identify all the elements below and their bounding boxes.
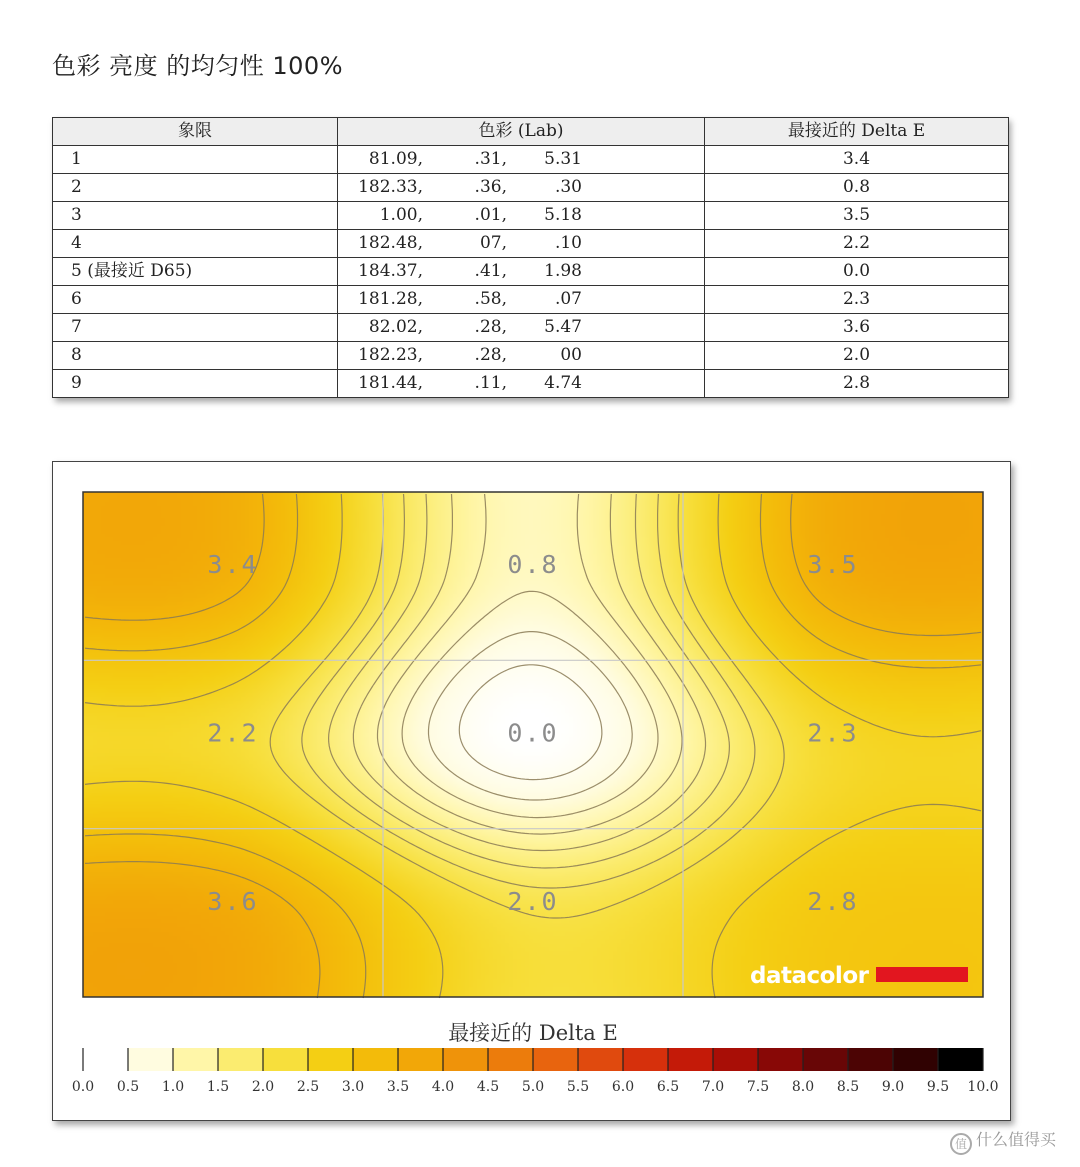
header-delta-e: 最接近的 Delta E	[705, 118, 1009, 146]
colorbar-segment	[848, 1048, 894, 1071]
colorbar-segment	[533, 1048, 579, 1071]
lab-value: 182.33,	[358, 177, 423, 197]
delta-e-cell: 3.6	[705, 314, 1009, 342]
cell-value-label: 0.8	[507, 550, 559, 580]
watermark	[950, 1127, 1056, 1155]
lab-cell	[338, 174, 705, 202]
delta-e-cell: 0.0	[705, 258, 1009, 286]
lab-cell	[338, 342, 705, 370]
colorbar-segment	[803, 1048, 849, 1071]
colorbar-segment	[353, 1048, 399, 1071]
header-quadrant: 象限	[53, 118, 338, 146]
cell-value-label: 0.0	[507, 718, 559, 748]
cell-value-label: 2.8	[807, 886, 859, 916]
lab-value: .07	[554, 289, 582, 309]
table-row	[53, 202, 1009, 230]
colorbar-segment	[218, 1048, 264, 1071]
colorbar-tick-label: 2.0	[251, 1079, 275, 1095]
lab-value: 5.47	[544, 317, 582, 337]
colorbar-tick-label: 3.5	[386, 1079, 410, 1095]
quadrant-cell: 3	[53, 202, 338, 230]
colorbar-tick-label: 5.0	[521, 1079, 545, 1095]
quadrant-cell: 2	[53, 174, 338, 202]
colorbar-segment	[308, 1048, 354, 1071]
table-row	[53, 342, 1009, 370]
lab-value: .11,	[474, 373, 507, 393]
lab-value: 5.31	[544, 149, 582, 169]
colorbar-segment	[398, 1048, 444, 1071]
colorbar-tick-label: 8.0	[791, 1079, 815, 1095]
lab-value: .58,	[474, 289, 507, 309]
uniformity-chart	[52, 461, 1011, 1121]
colorbar-segment	[488, 1048, 534, 1071]
colorbar-tick-label: 9.5	[926, 1079, 950, 1095]
header-lab: 色彩 (Lab)	[338, 118, 705, 146]
colorbar-tick-label: 3.0	[341, 1079, 365, 1095]
colorbar-segment	[668, 1048, 714, 1071]
colorbar-segment	[263, 1048, 309, 1071]
colorbar-tick-label: 6.0	[611, 1079, 635, 1095]
lab-value: .30	[554, 177, 582, 197]
colorbar-tick-label: 4.5	[476, 1079, 500, 1095]
delta-e-cell: 2.8	[705, 370, 1009, 398]
delta-e-cell: 2.2	[705, 230, 1009, 258]
colorbar-segment	[128, 1048, 174, 1071]
lab-value: 184.37,	[358, 261, 423, 281]
colorbar-tick-label: 8.5	[836, 1079, 860, 1095]
lab-cell	[338, 146, 705, 174]
quadrant-cell: 1	[53, 146, 338, 174]
table-row	[53, 230, 1009, 258]
colorbar-segment	[623, 1048, 669, 1071]
lab-value: 5.18	[544, 205, 582, 225]
lab-value: 181.44,	[358, 373, 423, 393]
lab-value: 81.09,	[368, 149, 423, 169]
cell-value-label: 2.0	[507, 886, 559, 916]
table-row	[53, 174, 1009, 202]
colorbar-segment	[713, 1048, 759, 1071]
colorbar-tick-label: 0.5	[116, 1079, 140, 1095]
quadrant-cell: 4	[53, 230, 338, 258]
colorbar-segment	[938, 1048, 984, 1071]
lab-table	[52, 117, 1008, 398]
delta-e-cell: 2.3	[705, 286, 1009, 314]
delta-e-cell: 3.4	[705, 146, 1009, 174]
table-row	[53, 370, 1009, 398]
colorbar-tick-label: 1.0	[161, 1079, 185, 1095]
table-header-row	[53, 118, 1009, 146]
lab-cell	[338, 370, 705, 398]
watermark-icon: 值	[950, 1133, 972, 1155]
lab-value: 07,	[479, 233, 507, 253]
lab-value: .28,	[474, 317, 507, 337]
colorbar-title: 最接近的 Delta E	[448, 1021, 618, 1045]
quadrant-cell: 9	[53, 370, 338, 398]
watermark-text: 什么值得买	[975, 1130, 1056, 1149]
quadrant-cell: 5 (最接近 D65)	[53, 258, 338, 286]
datacolor-logo-text: datacolor	[750, 963, 869, 989]
quadrant-cell: 7	[53, 314, 338, 342]
colorbar-tick-label: 2.5	[296, 1079, 320, 1095]
lab-value: .41,	[474, 261, 507, 281]
lab-cell	[338, 230, 705, 258]
table-row	[53, 286, 1009, 314]
colorbar-segment	[173, 1048, 219, 1071]
lab-value: .36,	[474, 177, 507, 197]
cell-value-label: 3.5	[807, 550, 859, 580]
colorbar-tick-label: 1.5	[206, 1079, 230, 1095]
lab-value: 182.23,	[358, 345, 423, 365]
lab-value: .31,	[474, 149, 507, 169]
lab-cell	[338, 286, 705, 314]
colorbar-segment	[893, 1048, 939, 1071]
colorbar-tick-label: 5.5	[566, 1079, 590, 1095]
colorbar-tick-label: 10.0	[967, 1079, 999, 1095]
lab-value: 00	[560, 345, 582, 365]
cell-value-label: 2.2	[207, 718, 259, 748]
colorbar-tick-label: 9.0	[881, 1079, 905, 1095]
cell-value-label: 2.3	[807, 718, 859, 748]
lab-value: 181.28,	[358, 289, 423, 309]
colorbar-segment	[578, 1048, 624, 1071]
lab-value: 82.02,	[368, 317, 423, 337]
heatmap-svg	[53, 462, 1010, 1120]
colorbar-tick-label: 7.5	[746, 1079, 770, 1095]
delta-e-cell: 2.0	[705, 342, 1009, 370]
table-row	[53, 146, 1009, 174]
delta-e-cell: 3.5	[705, 202, 1009, 230]
lab-value: .01,	[474, 205, 507, 225]
colorbar-segment	[443, 1048, 489, 1071]
lab-value: 4.74	[544, 373, 582, 393]
colorbar-segment	[83, 1048, 129, 1071]
lab-value: .28,	[474, 345, 507, 365]
datacolor-logo-bar	[876, 967, 968, 982]
quadrant-cell: 8	[53, 342, 338, 370]
lab-value: 1.00,	[379, 205, 423, 225]
lab-cell	[338, 314, 705, 342]
cell-value-label: 3.4	[207, 550, 259, 580]
lab-cell	[338, 258, 705, 286]
colorbar-tick-label: 6.5	[656, 1079, 680, 1095]
colorbar-tick-label: 4.0	[431, 1079, 455, 1095]
colorbar-tick-label: 0.0	[71, 1079, 95, 1095]
page-title: 色彩 亮度 的均匀性 100%	[52, 52, 343, 80]
lab-value: 1.98	[544, 261, 582, 281]
lab-value: 182.48,	[358, 233, 423, 253]
cell-value-label: 3.6	[207, 886, 259, 916]
quadrant-cell: 6	[53, 286, 338, 314]
delta-e-cell: 0.8	[705, 174, 1009, 202]
lab-value: .10	[554, 233, 582, 253]
colorbar-tick-label: 7.0	[701, 1079, 725, 1095]
table-row	[53, 314, 1009, 342]
lab-cell	[338, 202, 705, 230]
table-row	[53, 258, 1009, 286]
colorbar-segment	[758, 1048, 804, 1071]
